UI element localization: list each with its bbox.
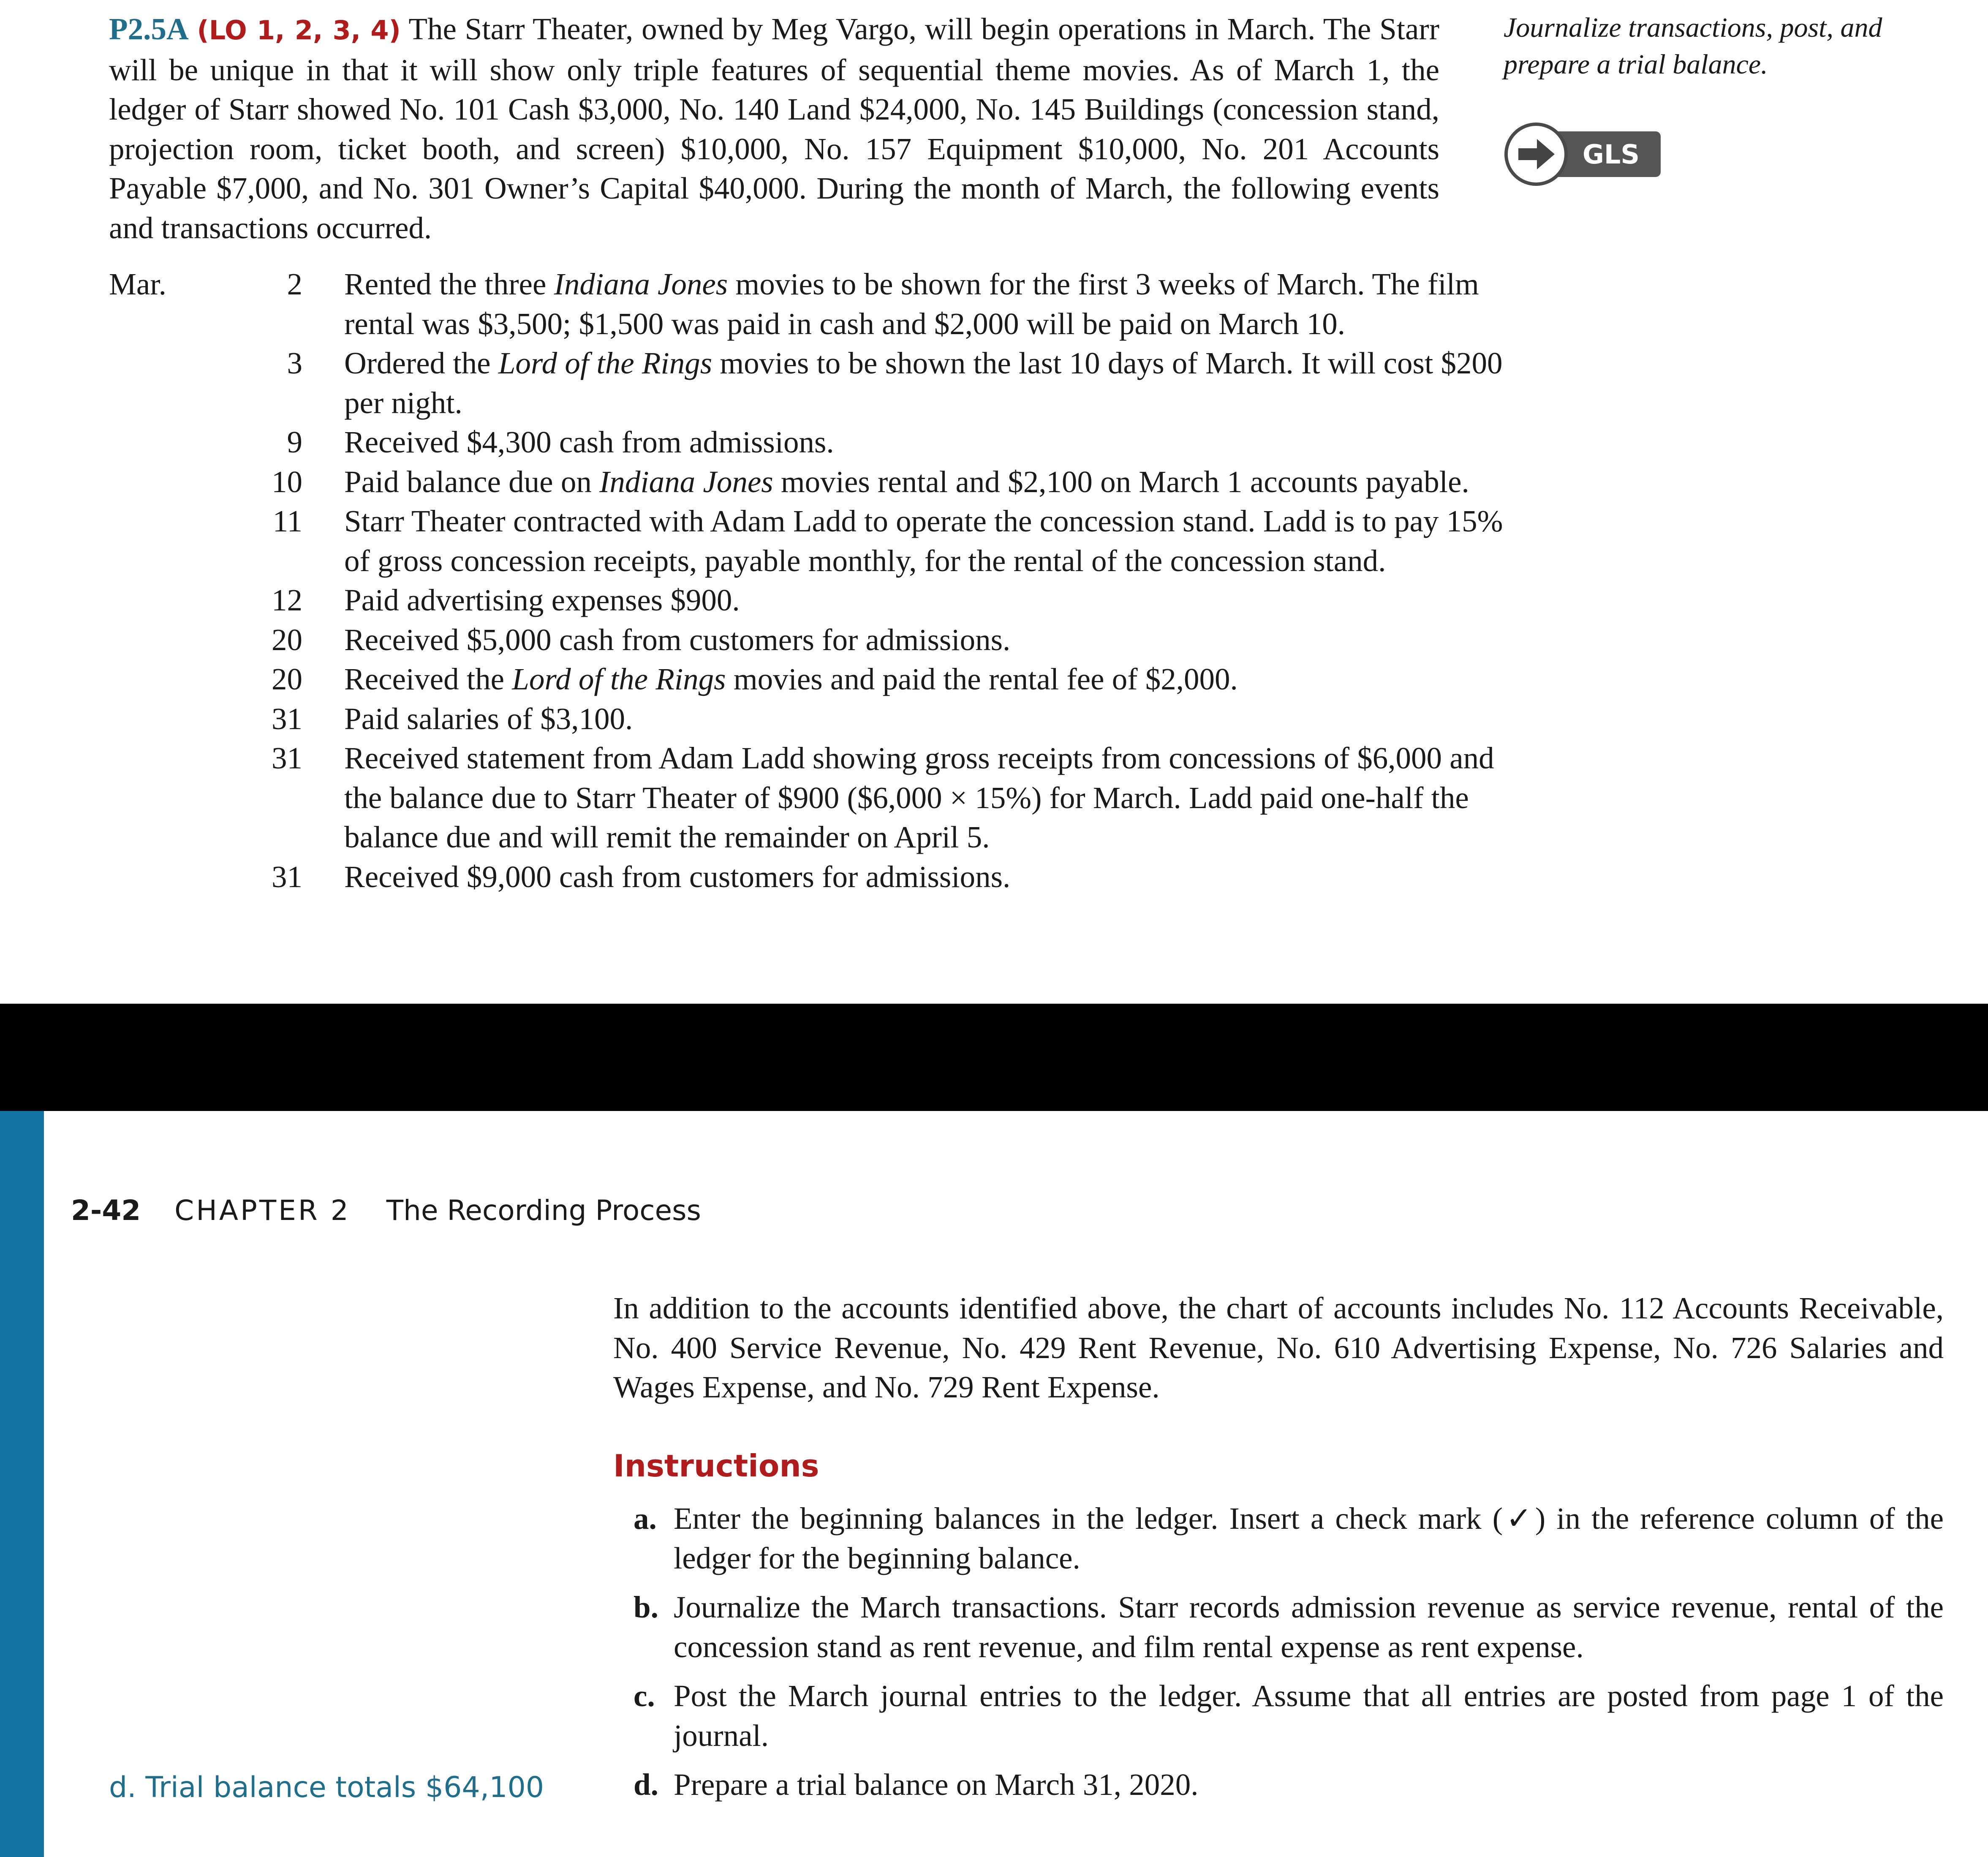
instruction-item — [634, 1587, 1944, 1666]
transaction-day: 20 — [272, 662, 302, 696]
transaction-text: Paid salaries of $3,100. — [344, 701, 633, 736]
transaction-text: Received statement from Adam Ladd showing gross receipts from concessions of $6,000 and the balance due to Starr Theater of $900 ($6,000 × 15%) for March. Ladd paid one-half the balance due and will remit the remainder on April 5. — [344, 741, 1494, 854]
instruction-text: Prepare a trial balance on March 31, 2020. — [674, 1767, 1199, 1802]
page-number: 2-42 — [71, 1194, 141, 1227]
chart-of-accounts-paragraph: In addition to the accounts identified above, the chart of accounts includes No. 112 Accounts Receivable, No. 400 Service Revenue, No. 429 Rent Revenue, No. 610 Advertising Expense, No. 726 Salaries and Wages Expense, and No. 729 Rent Expense. — [613, 1291, 1944, 1404]
instruction-letter: a. — [634, 1501, 657, 1536]
transaction-row — [109, 264, 1479, 343]
chapter-label: CHAPTER 2 — [174, 1194, 351, 1227]
margin-note: Journalize transactions, post, and prepare a trial balance. — [1504, 12, 1882, 80]
transaction-month — [109, 501, 193, 580]
transaction-day: 9 — [287, 425, 302, 459]
instructions-heading: Instructions — [613, 1448, 819, 1484]
transaction-day: 31 — [272, 859, 302, 894]
transaction-text: Received the Lord of the Rings movies and paid the rental fee of $2,000. — [344, 662, 1238, 696]
transaction-month — [109, 620, 193, 660]
transaction-row — [109, 462, 1469, 502]
transaction-month — [109, 659, 193, 699]
transaction-text: Received $4,300 cash from admissions. — [344, 425, 834, 459]
transaction-month — [109, 462, 193, 502]
transaction-list — [109, 264, 1503, 896]
transaction-row — [109, 738, 1494, 857]
transaction-row — [109, 422, 1452, 462]
gls-label: GLS — [1551, 131, 1661, 177]
answer-note: d. Trial balance totals $64,100 — [109, 1771, 544, 1804]
learning-objectives: (LO 1, 2, 3, 4) — [197, 15, 401, 46]
transaction-month — [109, 699, 193, 739]
problem-number: P2.5A — [109, 12, 189, 46]
arrow-right-icon — [1504, 123, 1568, 186]
transaction-month — [109, 857, 193, 897]
transaction-text: Rented the three Indiana Jones movies to be shown for the first 3 weeks of March. The film rental was $3,500; $1,500 was paid in cash and $2,000 will be paid on March 10. — [344, 267, 1479, 341]
gls-badge[interactable] — [1504, 123, 1661, 186]
page-edge-band — [0, 1111, 44, 1857]
instruction-text: Journalize the March transactions. Starr records admission revenue as service revenue, rental of the concession stand as rent revenue, and film rental expense as rent expense. — [674, 1590, 1944, 1664]
transaction-row — [109, 699, 1452, 739]
running-header — [71, 1194, 701, 1228]
instruction-item — [634, 1765, 1944, 1805]
transaction-row — [109, 857, 1452, 897]
transaction-row — [109, 343, 1503, 422]
instruction-letter: d. — [634, 1767, 658, 1802]
problem-statement — [109, 9, 1439, 248]
transaction-month — [109, 343, 193, 422]
instruction-list — [634, 1499, 1944, 1814]
transaction-day: 31 — [272, 701, 302, 736]
transaction-month — [109, 422, 193, 462]
transaction-text: Paid balance due on Indiana Jones movies rental and $2,100 on March 1 accounts payable. — [344, 464, 1469, 499]
instruction-text: Enter the beginning balances in the ledger. Insert a check mark (✓) in the reference column of the ledger for the beginning balance. — [674, 1501, 1944, 1575]
chapter-title: The Recording Process — [386, 1194, 701, 1227]
instruction-item — [634, 1676, 1944, 1755]
transaction-day: 11 — [272, 504, 302, 538]
transaction-day: 10 — [272, 464, 302, 499]
transaction-row — [109, 659, 1452, 699]
transaction-day: 2 — [287, 267, 302, 301]
transaction-month: Mar. — [109, 267, 166, 301]
transaction-row — [109, 580, 1452, 620]
transaction-text: Starr Theater contracted with Adam Ladd to operate the concession stand. Ladd is to pay 15% of gross concession receipts, payable monthly, for the rental of the concession stand. — [344, 504, 1503, 578]
transaction-text: Received $9,000 cash from customers for admissions. — [344, 859, 1011, 894]
transaction-text: Ordered the Lord of the Rings movies to be shown the last 10 days of March. It will cost $200 per night. — [344, 346, 1503, 420]
transaction-day: 3 — [287, 346, 302, 380]
instruction-letter: b. — [634, 1590, 658, 1624]
transaction-text: Received $5,000 cash from customers for admissions. — [344, 622, 1011, 657]
transaction-day: 31 — [272, 741, 302, 775]
instruction-letter: c. — [634, 1679, 655, 1713]
transaction-day: 20 — [272, 622, 302, 657]
transaction-month — [109, 738, 193, 857]
transaction-month — [109, 580, 193, 620]
instruction-item — [634, 1499, 1944, 1578]
page-separator-band — [0, 1004, 1988, 1111]
instruction-text: Post the March journal entries to the ledger. Assume that all entries are posted from page 1 of the journal. — [674, 1679, 1944, 1753]
transaction-day: 12 — [272, 583, 302, 617]
transaction-row — [109, 620, 1452, 660]
transaction-text: Paid advertising expenses $900. — [344, 583, 740, 617]
problem-intro-text: The Starr Theater, owned by Meg Vargo, will begin operations in March. The Starr will be unique in that it will show only triple features of sequential theme movies. As of March 1, the ledger of Starr showed No. 101 Cash $3,000, No. 140 Land $24,000, No. 145 Buildings (concession stand, projection room, ticket booth, and screen) $10,000, No. 157 Equipment $10,000, No. 201 Accounts Payable $7,000, and No. 301 Owner’s Capital $40,000. During the month of March, the following events and transactions occurred. — [109, 12, 1440, 245]
transaction-row — [109, 501, 1503, 580]
